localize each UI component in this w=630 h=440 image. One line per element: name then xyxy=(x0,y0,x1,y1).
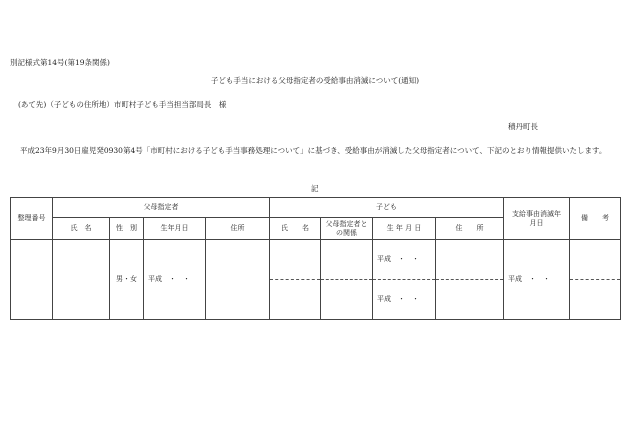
header-parent-sex: 性 別 xyxy=(110,218,144,240)
header-seiri-bango: 整理番号 xyxy=(11,198,53,240)
cell-parent-sex[interactable]: 男・女 xyxy=(110,240,144,320)
sender: 積丹町長 xyxy=(508,122,538,131)
header-parent-name: 氏 名 xyxy=(53,218,110,240)
header-shikyu-shometsu: 支給事由消滅年月日 xyxy=(504,198,570,240)
cell-parent-name[interactable] xyxy=(53,240,110,320)
cell-child2-address[interactable] xyxy=(436,280,504,320)
ki-label: 記 xyxy=(311,184,319,193)
cell-shikyu-shometsu[interactable]: 平成 ・ ・ xyxy=(504,240,570,320)
body-paragraph: 平成23年9月30日雇児発0930第4号「市町村における子ども手当事務処理について」に基づき、受給事由が消滅した父母指定者について、下記のとおり情報提供いたします。 xyxy=(20,146,607,155)
header-biko: 備 考 xyxy=(570,198,621,240)
form-number-label: 別記様式第14号(第19条関係) xyxy=(10,58,110,67)
header-child-birth: 生 年 月 日 xyxy=(373,218,436,240)
cell-seiri-bango[interactable] xyxy=(11,240,53,320)
cell-parent-birth[interactable]: 平成 ・ ・ xyxy=(144,240,206,320)
cell-biko-1[interactable] xyxy=(570,240,621,280)
cell-child1-relation[interactable] xyxy=(321,240,373,280)
cell-child2-relation[interactable] xyxy=(321,280,373,320)
cell-child2-name[interactable] xyxy=(270,280,321,320)
header-child-group: 子ども xyxy=(270,198,504,218)
header-parent-birth: 生年月日 xyxy=(144,218,206,240)
cell-parent-address[interactable] xyxy=(206,240,270,320)
cell-child1-address[interactable] xyxy=(436,240,504,280)
cell-biko-2[interactable] xyxy=(570,280,621,320)
document-title: 子ども手当における父母指定者の受給事由消滅について(通知) xyxy=(210,76,420,85)
header-parent-group: 父母指定者 xyxy=(53,198,270,218)
header-child-relation: 父母指定者との関係 xyxy=(321,218,373,240)
header-parent-address: 住所 xyxy=(206,218,270,240)
cell-child1-birth[interactable]: 平成 ・ ・ xyxy=(373,240,436,280)
cell-child2-birth[interactable]: 平成 ・ ・ xyxy=(373,280,436,320)
notification-table xyxy=(10,197,621,320)
addressee: (あて先)（子どもの住所地）市町村子ども手当担当部局長 様 xyxy=(18,100,227,109)
cell-child1-name[interactable] xyxy=(270,240,321,280)
header-child-address: 住 所 xyxy=(436,218,504,240)
header-child-name: 氏 名 xyxy=(270,218,321,240)
